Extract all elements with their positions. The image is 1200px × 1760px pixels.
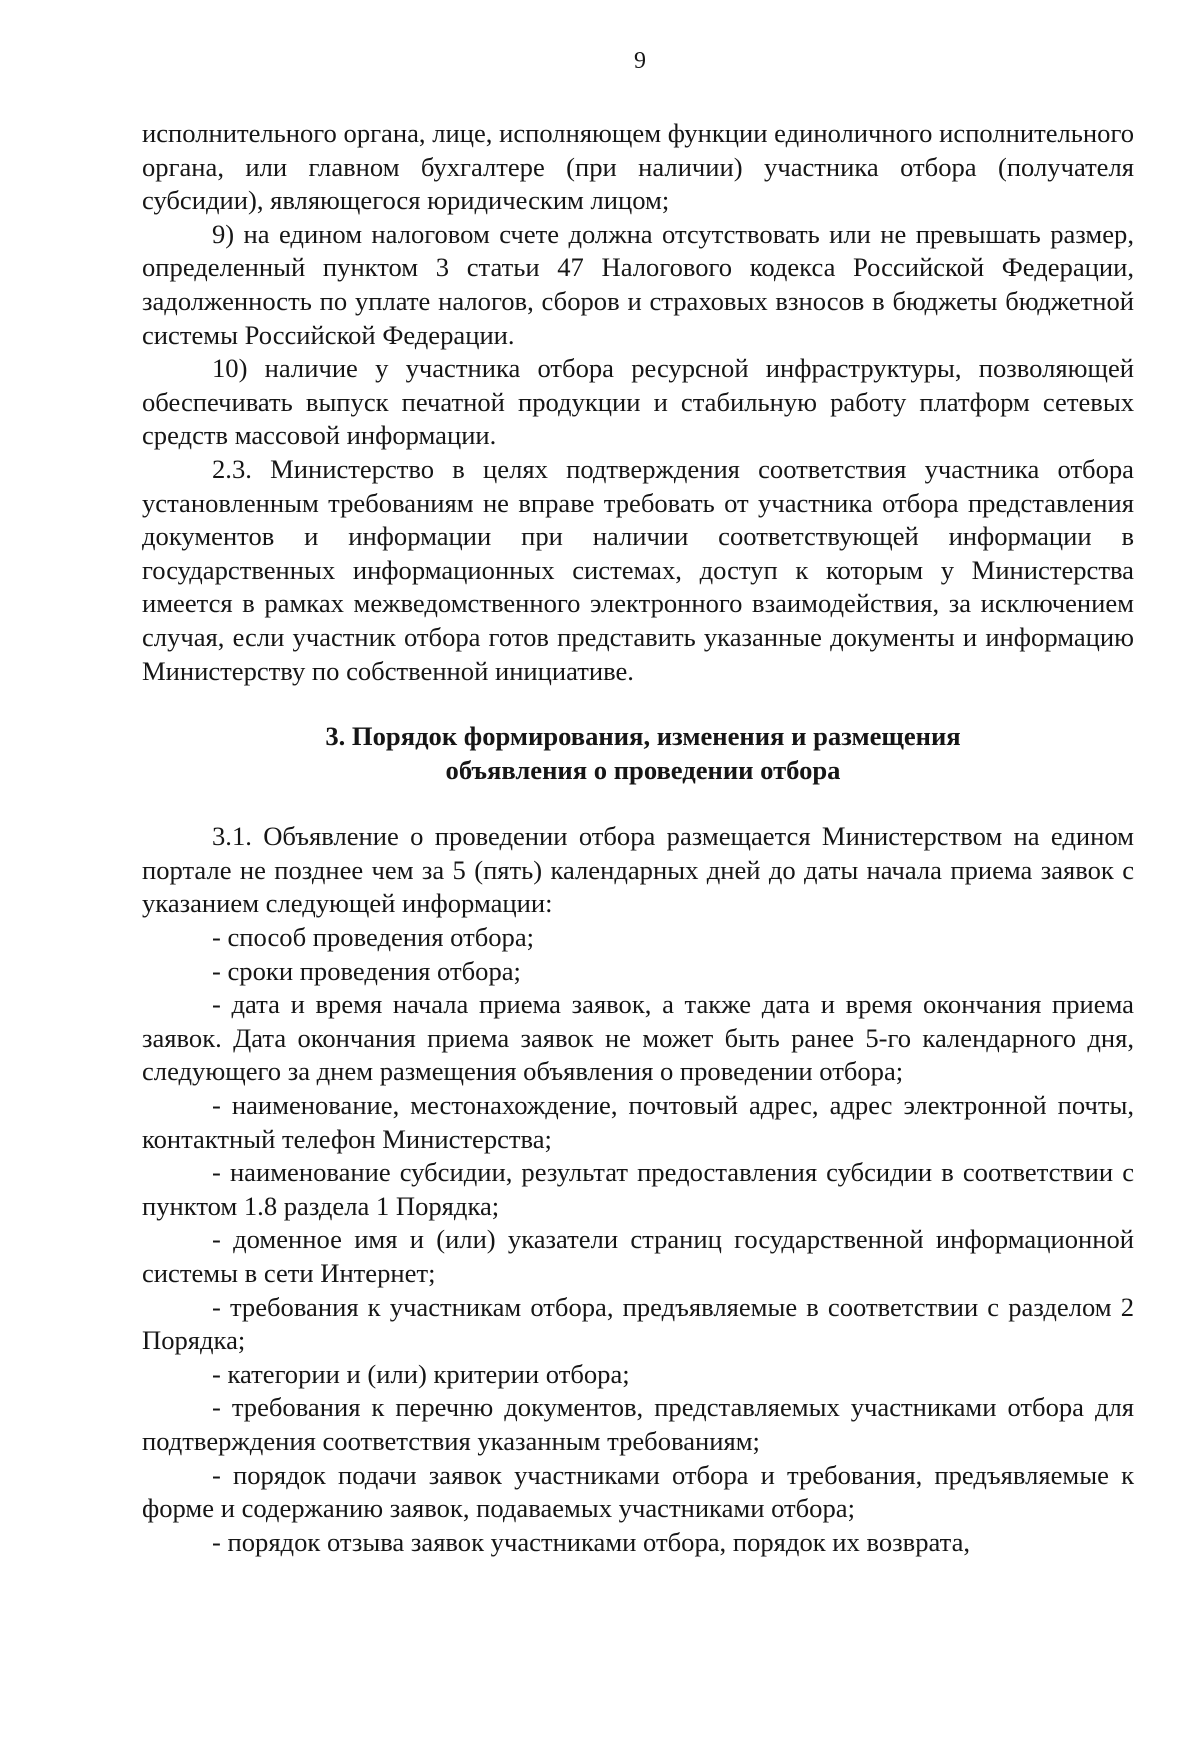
list-item: - порядок подачи заявок участниками отбора и требования, предъявляемые к форме и содержанию заявок, подаваемых участниками отбора; [142, 1459, 1134, 1524]
paragraph-item-9: 9) на едином налоговом счете должна отсутствовать или не превышать размер, определенный пунктом 3 статьи 47 Налогового кодекса Российской Федерации, задолженность по уплате налогов, сборов и страховых взносов в бюджеты бюджетной системы Российской Федерации. [142, 218, 1134, 350]
list-item: - требования к участникам отбора, предъявляемые в соответствии с разделом 2 Порядка; [142, 1291, 1134, 1356]
list-item: - сроки проведения отбора; [212, 955, 521, 986]
list-item: - требования к перечню документов, представляемых участниками отбора для подтверждения соответствия указанным требованиям; [142, 1392, 1134, 1456]
section-heading-line-1: 3. Порядок формирования, изменения и размещения [325, 721, 961, 752]
section-heading [142, 720, 1134, 787]
list-item: - способ проведения отбора; [212, 922, 535, 953]
paragraph-3-1: 3.1. Объявление о проведении отбора размещается Министерством на едином портале не позднее чем за 5 (пять) календарных дней до даты начала приема заявок с указанием следующей информации: [142, 821, 1134, 919]
list-item: - наименование субсидии, результат предоставления субсидии в соответствии с пунктом 1.8 раздела 1 Порядка; [142, 1157, 1134, 1221]
paragraph-2-3: 2.3. Министерство в целях подтверждения соответствия участника отбора установленным требованиям не вправе требовать от участника отбора представления документов и информации при наличии соответствующей информации в государственных информационных системах, доступ к которым у Министерства имеется в рамках межведомственного электронного взаимодействия, за исключением случая, если участник отбора готов представить указанные документы и информацию Министерству по собственной инициативе. [142, 453, 1134, 686]
list-item: - наименование, местонахождение, почтовый адрес, адрес электронной почты, контактный телефон Министерства; [142, 1090, 1134, 1154]
list-item: - доменное имя и (или) указатели страниц государственной информационной системы в сети Интернет; [142, 1224, 1134, 1288]
paragraph-continuation: исполнительного органа, лице, исполняющем функции единоличного исполнительного органа, или главном бухгалтере (при наличии) участника отбора (получателя субсидии), являющегося юридическим лицом; [142, 118, 1134, 216]
list-item: - категории и (или) критерии отбора; [212, 1358, 630, 1389]
list-item: - дата и время начала приема заявок, а также дата и время окончания приема заявок. Дата окончания приема заявок не может быть ранее 5-го календарного дня, следующего за днем размещения объявления о проведении отбора; [142, 989, 1134, 1087]
document-body [142, 117, 1134, 1559]
page-number: 9 [634, 48, 646, 74]
paragraph-item-10: 10) наличие у участника отбора ресурсной инфраструктуры, позволяющей обеспечивать выпуск печатной продукции и стабильную работу платформ сетевых средств массовой информации. [142, 353, 1134, 451]
list-item: - порядок отзыва заявок участниками отбора, порядок их возврата, [212, 1526, 971, 1557]
section-heading-line-2: объявления о проведении отбора [445, 754, 841, 785]
